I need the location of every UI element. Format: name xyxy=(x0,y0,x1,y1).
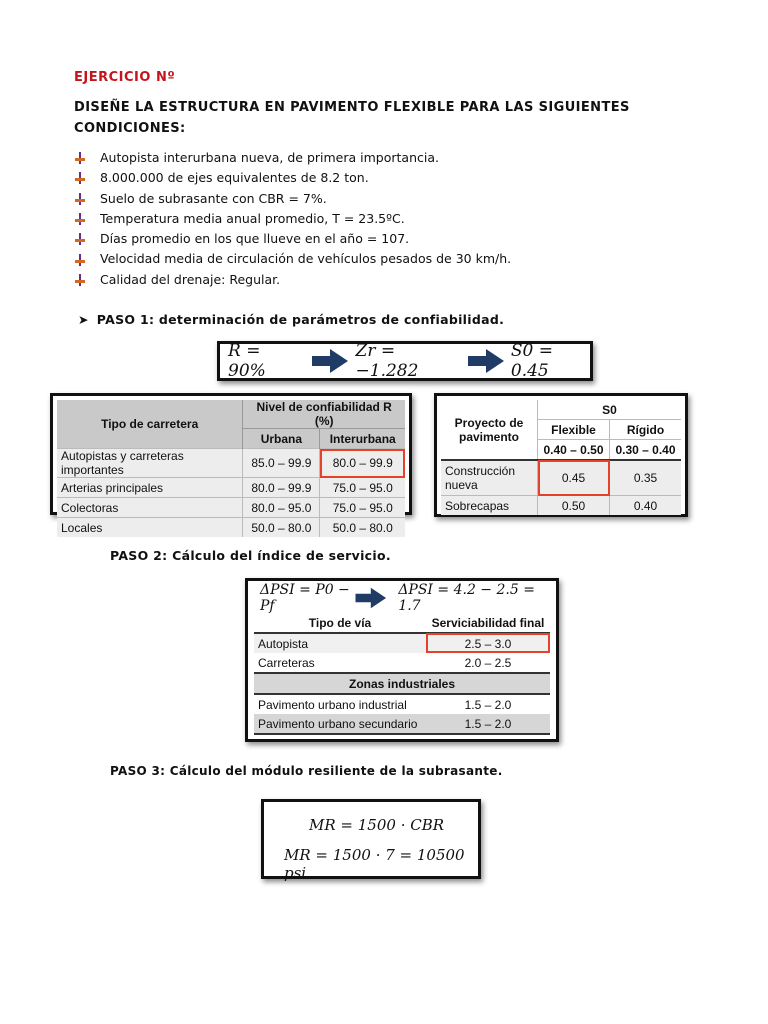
paso3-box xyxy=(261,799,481,882)
s0-table-box xyxy=(434,393,688,517)
pin-bullet-icon xyxy=(74,172,86,184)
table-row: Construcción nueva 0.45 0.35 xyxy=(441,460,681,496)
list-item: Suelo de subrasante con CBR = 7%. xyxy=(74,189,511,209)
range-rigido: 0.30 – 0.40 xyxy=(610,440,682,461)
paso3-heading: PASO 3: Cálculo del módulo resiliente de la subrasante. xyxy=(110,764,503,778)
exercise-title: EJERCICIO Nº xyxy=(74,70,176,85)
equation-delta-psi: ΔPSI = P0 − Pf xyxy=(260,582,350,614)
s0-table xyxy=(441,400,681,515)
equation-mr: MR = 1500 · CBR xyxy=(309,816,445,834)
col-header-flexible: Flexible xyxy=(538,420,610,440)
list-item: Calidad del drenaje: Regular. xyxy=(74,270,511,290)
equation-delta-psi-value: ΔPSI = 4.2 − 2.5 = 1.7 xyxy=(398,582,535,614)
col-header-proyecto: Proyecto de pavimento xyxy=(441,400,538,460)
col-header-s0: S0 xyxy=(538,400,682,420)
table-row: Pavimento urbano industrial 1.5 – 2.0 xyxy=(258,697,512,712)
col-header-tipo: Tipo de carretera xyxy=(57,400,243,449)
highlighted-cell: 2.5 – 3.0 xyxy=(426,633,550,653)
pin-bullet-icon xyxy=(74,152,86,164)
table-row: Carreteras 2.0 – 2.5 xyxy=(258,655,512,670)
list-item: Autopista interurbana nueva, de primera importancia. xyxy=(74,148,511,168)
reliability-table-box xyxy=(50,393,412,535)
arrow-right-icon xyxy=(355,588,383,608)
serviceability-table xyxy=(254,613,550,735)
conditions-list xyxy=(74,148,511,290)
paso1-equation-box xyxy=(217,341,593,381)
col-header-urbana: Urbana xyxy=(243,429,320,449)
pin-bullet-icon xyxy=(74,274,86,286)
highlighted-cell: 80.0 – 99.9 xyxy=(320,449,405,478)
col-header-rigido: Rígido xyxy=(610,420,682,440)
pin-bullet-icon xyxy=(74,193,86,205)
equation-zr: Zr = −1.282 xyxy=(355,341,419,381)
table-row: Colectoras 80.0 – 95.0 75.0 – 95.0 xyxy=(57,498,405,518)
arrow-right-icon xyxy=(312,349,345,373)
paso1-heading: ➤ PASO 1: determinación de parámetros de confiabilidad. xyxy=(78,312,505,327)
arrow-right-icon xyxy=(468,349,501,373)
col-header-serviciabilidad: Serviciabilidad final xyxy=(431,615,545,630)
col-header-nivel: Nivel de confiabilidad R (%) xyxy=(243,400,405,429)
list-item: Días promedio en los que llueve en el año = 107. xyxy=(74,229,511,249)
list-item: 8.000.000 de ejes equivalentes de 8.2 ton. xyxy=(74,168,511,188)
col-header-interurbana: Interurbana xyxy=(320,429,405,449)
table-section-row: Zonas industriales xyxy=(254,673,550,694)
table-row: Locales 50.0 – 80.0 50.0 – 80.0 xyxy=(57,518,405,538)
range-flexible: 0.40 – 0.50 xyxy=(538,440,610,461)
equation-s0: S0 = 0.45 xyxy=(510,341,553,381)
table-row: Sobrecapas 0.50 0.40 xyxy=(441,496,681,516)
pin-bullet-icon xyxy=(74,213,86,225)
pin-bullet-icon xyxy=(74,233,86,245)
reliability-table xyxy=(57,400,405,537)
table-row: Arterias principales 80.0 – 99.9 75.0 – 95.0 xyxy=(57,478,405,498)
exercise-heading: DISEÑE LA ESTRUCTURA EN PAVIMENTO FLEXIBLE PARA LAS SIGUIENTES CONDICIONES: xyxy=(74,100,630,136)
highlighted-cell: 0.45 xyxy=(538,460,610,496)
list-item: Velocidad media de circulación de vehículos pesados de 30 km/h. xyxy=(74,249,511,269)
list-item: Temperatura media anual promedio, T = 23.5ºC. xyxy=(74,209,511,229)
table-row: Pavimento urbano secundario 1.5 – 2.0 xyxy=(254,714,550,734)
table-row: Autopistas y carreteras importantes 85.0 – 99.9 80.0 – 99.9 xyxy=(57,449,405,478)
pin-bullet-icon xyxy=(74,254,86,266)
arrowhead-bullet-icon: ➤ xyxy=(78,312,89,327)
equation-r: R = 90% xyxy=(228,341,266,381)
col-header-tipo-via: Tipo de vía xyxy=(308,615,372,630)
paso2-heading: PASO 2: Cálculo del índice de servicio. xyxy=(110,548,391,563)
equation-mr-value: MR = 1500 · 7 = 10500 psi xyxy=(284,846,465,882)
paso2-box xyxy=(245,578,559,742)
table-row: Autopista 2.5 – 3.0 xyxy=(254,633,550,653)
